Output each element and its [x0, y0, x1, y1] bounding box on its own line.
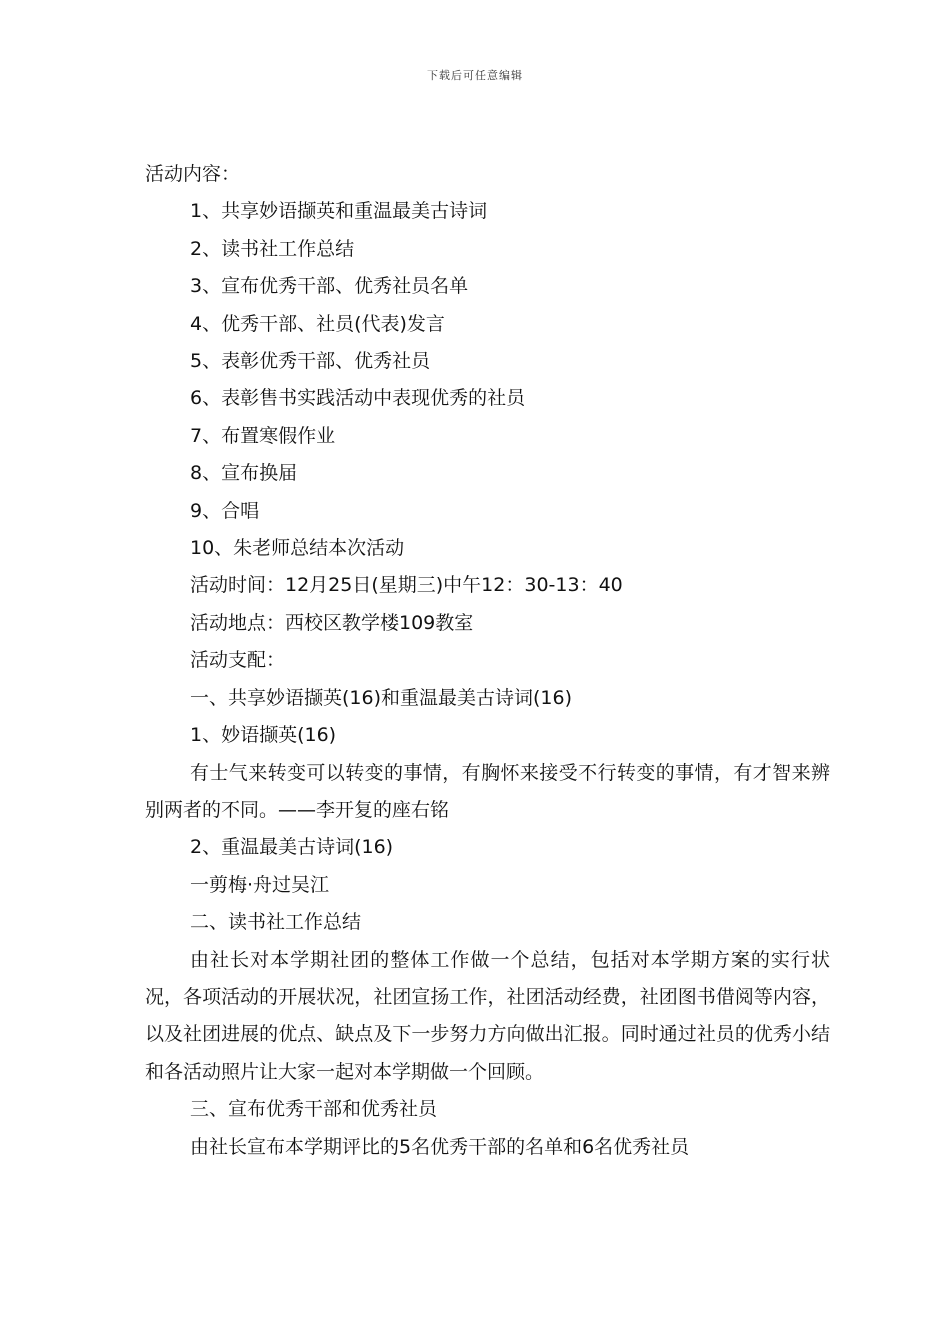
agenda-item-4: 4、优秀干部、社员(代表)发言	[190, 312, 445, 335]
announcement-paragraph: 由社长宣布本学期评比的5名优秀干部的名单和6名优秀社员	[190, 1135, 690, 1158]
activity-location: 活动地点：西校区教学楼109教室	[190, 611, 474, 634]
agenda-item-7: 7、布置寒假作业	[190, 424, 336, 447]
agenda-item-5: 5、表彰优秀干部、优秀社员	[190, 350, 431, 373]
activity-time: 活动时间：12月25日(星期三)中午12：30-13：40	[190, 574, 623, 597]
agenda-item-2: 2、读书社工作总结	[190, 237, 355, 260]
document-body	[145, 156, 830, 1166]
agenda-item-9: 9、合唱	[190, 499, 260, 522]
agenda-item-10: 10、朱老师总结本次活动	[190, 537, 405, 560]
subsection-2-heading: 2、重温最美古诗词(16)	[190, 836, 394, 859]
subsection-1-heading: 1、妙语撷英(16)	[190, 724, 337, 747]
page-header: 下载后可任意编辑	[427, 69, 523, 82]
agenda-item-1: 1、共享妙语撷英和重温最美古诗词	[190, 200, 488, 223]
activity-content-heading: 活动内容：	[145, 163, 241, 185]
section-1-heading: 一、共享妙语撷英(16)和重温最美古诗词(16)	[190, 686, 573, 709]
agenda-item-8: 8、宣布换届	[190, 462, 298, 485]
section-3-heading: 三、宣布优秀干部和优秀社员	[190, 1098, 438, 1121]
section-2-heading: 二、读书社工作总结	[190, 911, 362, 934]
agenda-item-6: 6、表彰售书实践活动中表现优秀的社员	[190, 387, 526, 410]
activity-arrangement-heading: 活动支配：	[190, 649, 286, 672]
poem-title: 一剪梅·舟过吴江	[190, 873, 330, 896]
agenda-item-3: 3、宣布优秀干部、优秀社员名单	[190, 275, 469, 298]
quote-paragraph: 有士气来转变可以转变的事情，有胸怀来接受不行转变的事情，有才智来辨别两者的不同。——李开复的座右铭	[145, 761, 830, 821]
summary-paragraph: 由社长对本学期社团的整体工作做一个总结，包括对本学期方案的实行状况，各项活动的开展状况，社团宣扬工作，社团活动经费，社团图书借阅等内容，以及社团进展的优点、缺点及下一步努力方向做出汇报。同时通过社员的优秀小结和各活动照片让大家一起对本学期做一个回顾。	[145, 948, 830, 1083]
